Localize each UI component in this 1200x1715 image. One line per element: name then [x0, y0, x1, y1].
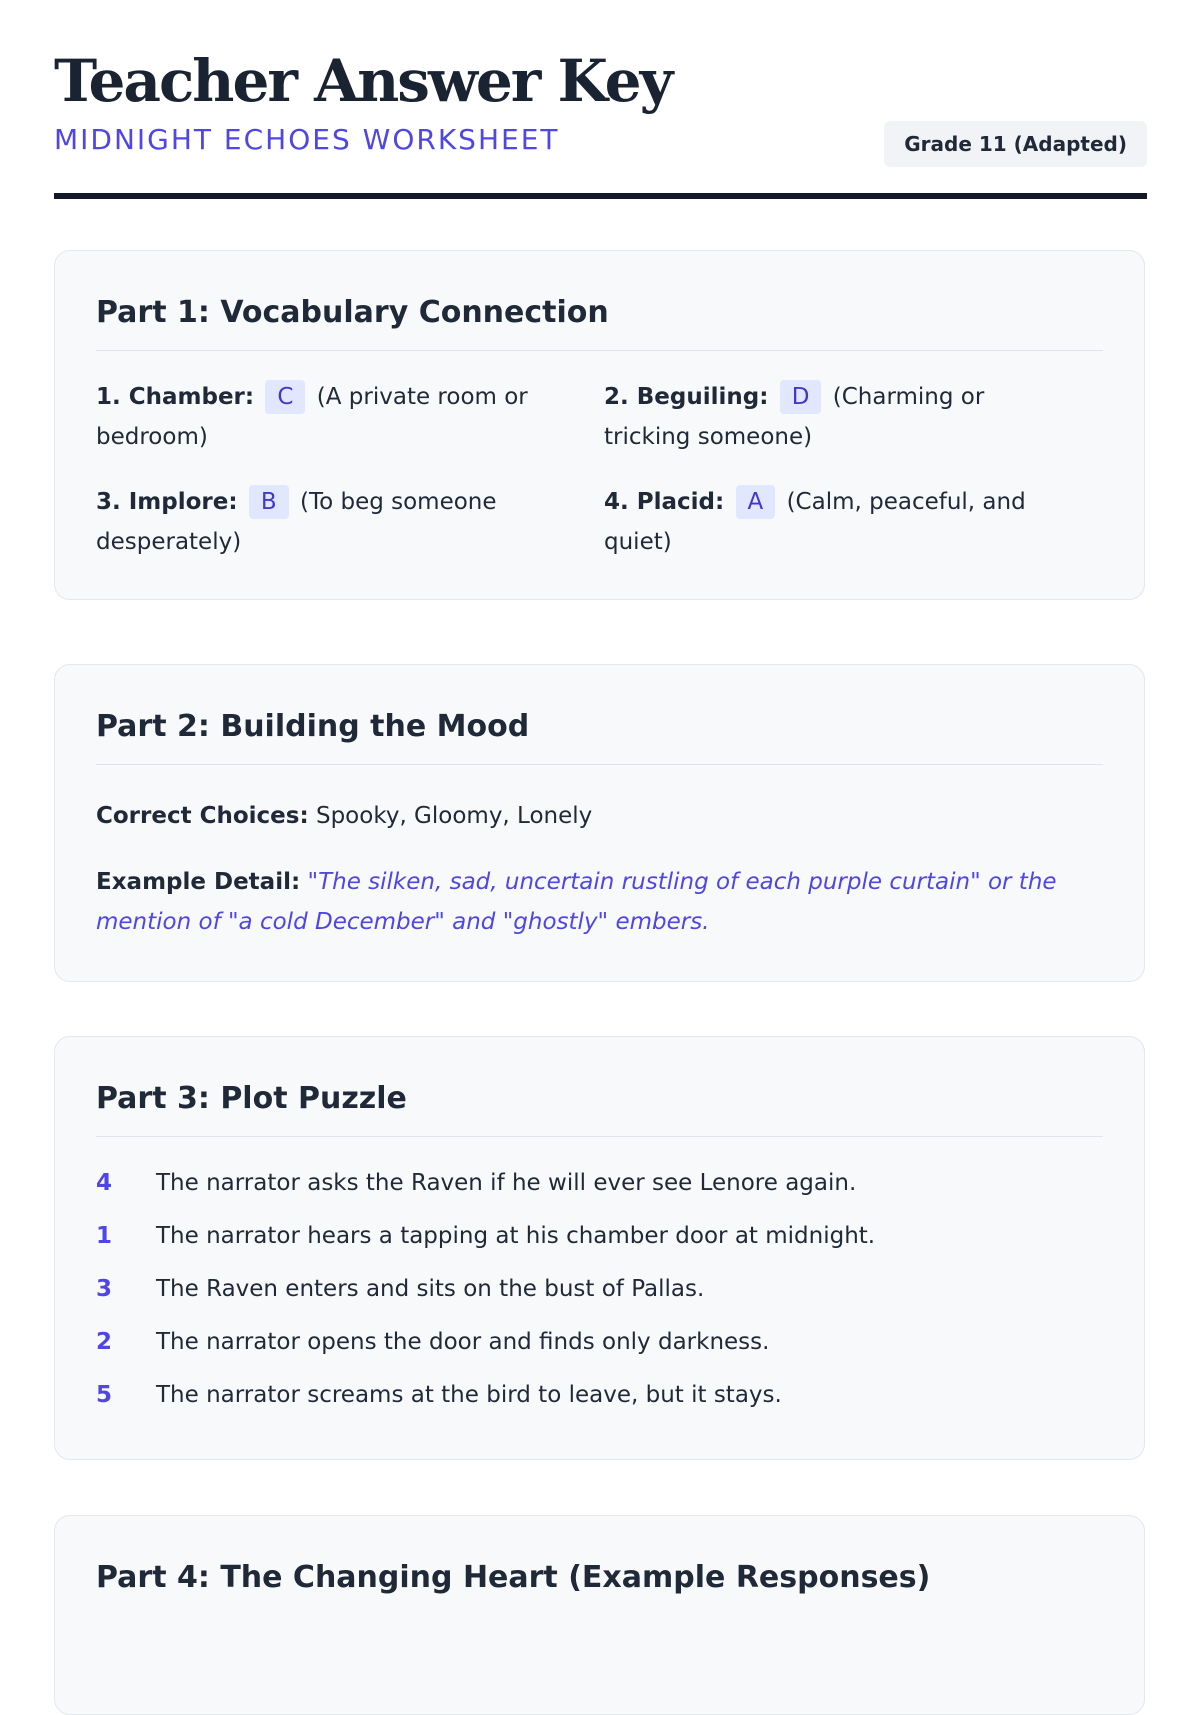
plot-order-number: 1	[96, 1223, 113, 1249]
vocab-term: 2. Beguiling:	[604, 384, 769, 410]
plot-event-text: The narrator asks the Raven if he will ever see Lenore again.	[156, 1170, 857, 1196]
answer-key-page	[54, 0, 1147, 1595]
vocab-definition: (To beg someone desperately)	[96, 489, 497, 555]
plot-row	[96, 1322, 1103, 1362]
correct-choices-label: Correct Choices:	[96, 803, 309, 829]
correct-choices	[96, 796, 1084, 836]
correct-choices-value: Spooky, Gloomy, Lonely	[315, 803, 593, 829]
example-detail	[96, 862, 1084, 942]
part3-card	[54, 1036, 1145, 1460]
page-title: Teacher Answer Key	[54, 47, 672, 115]
plot-row	[96, 1163, 1103, 1203]
vocab-term: 1. Chamber:	[96, 384, 255, 410]
part3-divider	[96, 1136, 1103, 1137]
header-divider	[54, 193, 1147, 199]
part2-divider	[96, 764, 1103, 765]
plot-order-number: 4	[96, 1170, 113, 1196]
vocab-item-chamber	[96, 377, 546, 457]
plot-row	[96, 1216, 1103, 1256]
plot-event-text: The narrator screams at the bird to leave, but it stays.	[156, 1382, 782, 1408]
vocab-item-beguiling	[604, 377, 1054, 457]
part2-title: Part 2: Building the Mood	[96, 709, 530, 744]
example-detail-label: Example Detail:	[96, 869, 301, 895]
part1-title: Part 1: Vocabulary Connection	[96, 295, 609, 330]
vocab-item-implore	[96, 482, 546, 562]
plot-event-text: The narrator opens the door and finds only darkness.	[156, 1329, 770, 1355]
vocab-term: 4. Placid:	[604, 489, 725, 515]
plot-row	[96, 1375, 1103, 1415]
vocab-answer: B	[249, 485, 289, 519]
page-header	[54, 0, 1147, 200]
part1-divider	[96, 350, 1103, 351]
part2-card	[54, 664, 1145, 982]
plot-order-number: 2	[96, 1329, 113, 1355]
vocab-term: 3. Implore:	[96, 489, 238, 515]
plot-event-text: The narrator hears a tapping at his chamber door at midnight.	[156, 1223, 876, 1249]
vocab-definition: (Calm, peaceful, and quiet)	[604, 489, 1026, 555]
plot-order-number: 3	[96, 1276, 113, 1302]
vocab-item-placid	[604, 482, 1054, 562]
plot-order-number: 5	[96, 1382, 113, 1408]
part4-card	[54, 1515, 1145, 1715]
part4-title: Part 4: The Changing Heart (Example Responses)	[96, 1560, 931, 1595]
plot-event-text: The Raven enters and sits on the bust of Pallas.	[156, 1276, 705, 1302]
vocab-definition: (Charming or tricking someone)	[604, 384, 985, 450]
example-detail-quote: "The silken, sad, uncertain rustling of each purple curtain" or the mention of "a cold December" and "ghostly" embers.	[96, 869, 1057, 935]
vocab-answer: A	[736, 485, 776, 519]
plot-row	[96, 1269, 1103, 1309]
worksheet-subtitle: MIDNIGHT ECHOES WORKSHEET	[54, 123, 560, 156]
grade-badge: Grade 11 (Adapted)	[884, 121, 1147, 167]
vocab-definition: (A private room or bedroom)	[96, 384, 528, 450]
vocab-answer: D	[780, 380, 822, 414]
part3-title: Part 3: Plot Puzzle	[96, 1081, 407, 1116]
vocab-answer: C	[265, 380, 305, 414]
part1-card	[54, 250, 1145, 600]
